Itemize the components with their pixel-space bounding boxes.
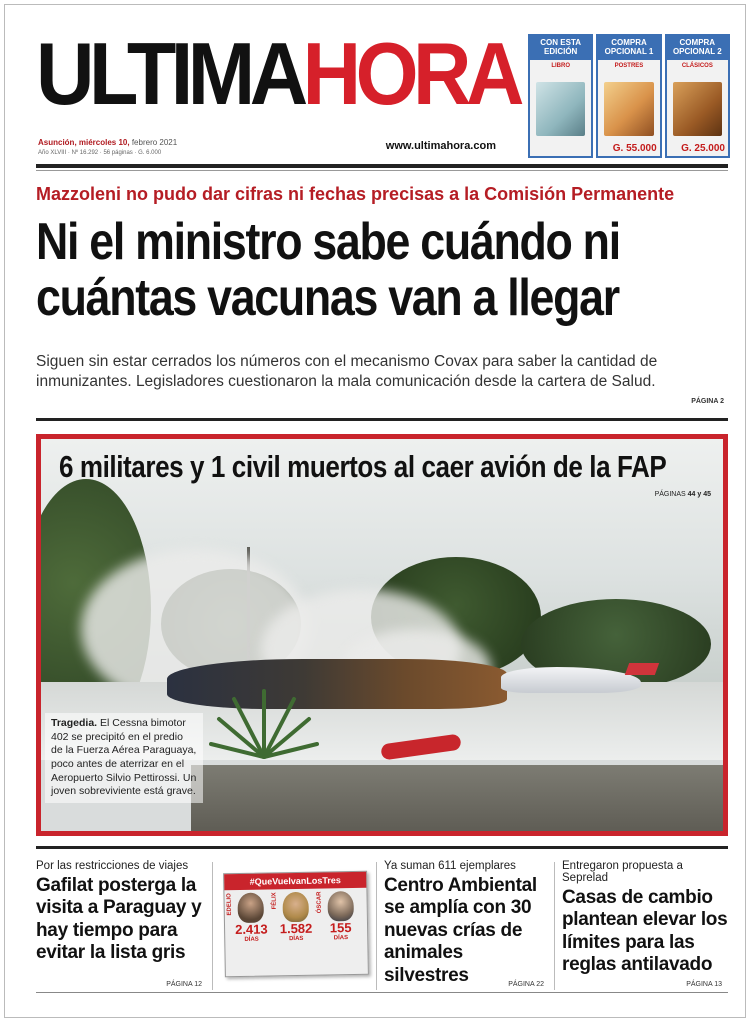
bottom-rule xyxy=(36,846,728,849)
palm-plant-icon xyxy=(209,689,319,759)
story-headline: Casas de cambio plantean elevar los límites para las reglas antilavado xyxy=(562,887,728,976)
promo-box-edition[interactable] xyxy=(528,34,593,158)
story-headline: Centro Ambiental se amplía con 30 nuevas crías de animales silvestres xyxy=(384,875,537,986)
promo-boxes xyxy=(528,34,730,158)
promo-sub: POSTRES xyxy=(614,63,644,69)
story-page-ref: PÁGINA 12 xyxy=(166,981,202,988)
caption-lead: Tragedia. xyxy=(51,717,98,729)
book-cover-image xyxy=(673,82,722,136)
book-cover-image xyxy=(604,82,653,136)
date-text: Asunción, miércoles 10, xyxy=(38,138,130,147)
story-casas-cambio[interactable] xyxy=(562,860,728,988)
days-label: DÍAS xyxy=(244,936,259,943)
promo-head: CON ESTA EDICIÓN xyxy=(530,36,591,60)
column-divider xyxy=(376,862,377,990)
hostage-faces xyxy=(224,888,367,943)
story-page-ref: PÁGINA 13 xyxy=(686,981,722,988)
campaign-hashtag: #QueVuelvanLosTres xyxy=(224,872,366,890)
photo-story-box[interactable] xyxy=(36,434,728,836)
section-rule xyxy=(36,418,728,421)
person-edelio xyxy=(226,892,272,943)
masthead-rule xyxy=(36,164,728,168)
avatar xyxy=(282,892,309,922)
avatar xyxy=(327,891,354,921)
masthead-rule-thin xyxy=(36,170,728,171)
story-kicker: Entregaron propuesta a Seprelad xyxy=(562,860,683,884)
photo-page-ref[interactable] xyxy=(655,491,711,498)
promo-head: COMPRA OPCIONAL 2 xyxy=(667,36,728,60)
footer-rule xyxy=(36,992,728,993)
person-felix xyxy=(271,892,316,942)
page-ref-label: PÁGINAS xyxy=(654,491,686,498)
photo-caption xyxy=(45,713,203,803)
days-count: 155 xyxy=(329,920,352,936)
logo-word-hora: HORA xyxy=(302,24,519,123)
promo-price: G. 55.000 xyxy=(612,143,657,154)
person-oscar xyxy=(316,891,361,941)
lead-deck: Siguen sin estar cerrados los números con el mecanismo Covax para saber la cantidad de inmunizantes. Legisladores cuestionaron la mala comunicación desde la cartera de Salud. xyxy=(36,353,658,390)
lead-page-ref[interactable]: PÁGINA 2 xyxy=(691,398,724,405)
days-count: 1.582 xyxy=(279,920,313,937)
story-page-ref: PÁGINA 22 xyxy=(508,981,544,988)
page-ref-pages: 44 y 45 xyxy=(687,491,711,498)
promo-box-optional-2[interactable] xyxy=(665,34,730,158)
newspaper-logo[interactable] xyxy=(36,24,519,123)
person-name: FÉLIX xyxy=(271,892,278,910)
caption-text: El Cessna bimotor 402 se precipitó en el predio de la Fuerza Aérea Paraguaya, poco antes de aterrizar en el Aeropuerto Silvio Pettirossi. Un joven sobreviviente está grave. xyxy=(51,717,197,798)
days-count: 2.413 xyxy=(235,921,268,938)
person-name: EDELIO xyxy=(226,893,234,916)
headline-line-2: cuántas vacunas van a llegar xyxy=(36,269,619,328)
promo-box-optional-1[interactable] xyxy=(596,34,661,158)
logo-word-ultima: ULTIMA xyxy=(36,24,303,123)
story-kicker: Por las restricciones de viajes xyxy=(36,860,189,872)
lead-headline[interactable] xyxy=(36,214,631,326)
book-cover-image xyxy=(536,82,585,136)
lead-kicker[interactable]: Mazzoleni no pudo dar cifras ni fechas precisas a la Comisión Permanente xyxy=(36,184,675,204)
promo-sub: LIBRO xyxy=(551,63,570,69)
headline-line-1: Ni el ministro sabe cuándo ni xyxy=(36,213,620,271)
photo-headline[interactable]: 6 militares y 1 civil muertos al caer avión de la FAP xyxy=(59,449,667,484)
edition-date xyxy=(38,138,177,147)
site-url-link[interactable]: www.ultimahora.com xyxy=(385,140,496,152)
promo-sub: CLÁSICOS xyxy=(681,63,713,69)
masthead xyxy=(36,24,519,164)
story-kicker: Ya suman 611 ejemplares xyxy=(384,860,516,872)
date-rest: febrero 2021 xyxy=(131,138,178,147)
person-name: ÓSCAR xyxy=(316,891,323,914)
story-gafilat[interactable] xyxy=(36,860,208,988)
column-divider xyxy=(212,862,213,990)
promo-head: COMPRA OPCIONAL 1 xyxy=(598,36,659,60)
avatar xyxy=(238,893,265,923)
promo-price: G. 25.000 xyxy=(681,143,725,154)
days-label: DÍAS xyxy=(333,934,349,941)
column-divider xyxy=(554,862,555,990)
issue-info: Año XLVIII · Nº 16.292 · 56 páginas · G. 6.000 xyxy=(38,150,162,156)
story-headline: Gafilat posterga la visita a Paraguay y hay tiempo para evitar la lista gris xyxy=(36,875,202,964)
campaign-card[interactable] xyxy=(223,871,369,977)
days-label: DÍAS xyxy=(289,935,304,942)
story-centro-ambiental[interactable] xyxy=(384,860,550,988)
